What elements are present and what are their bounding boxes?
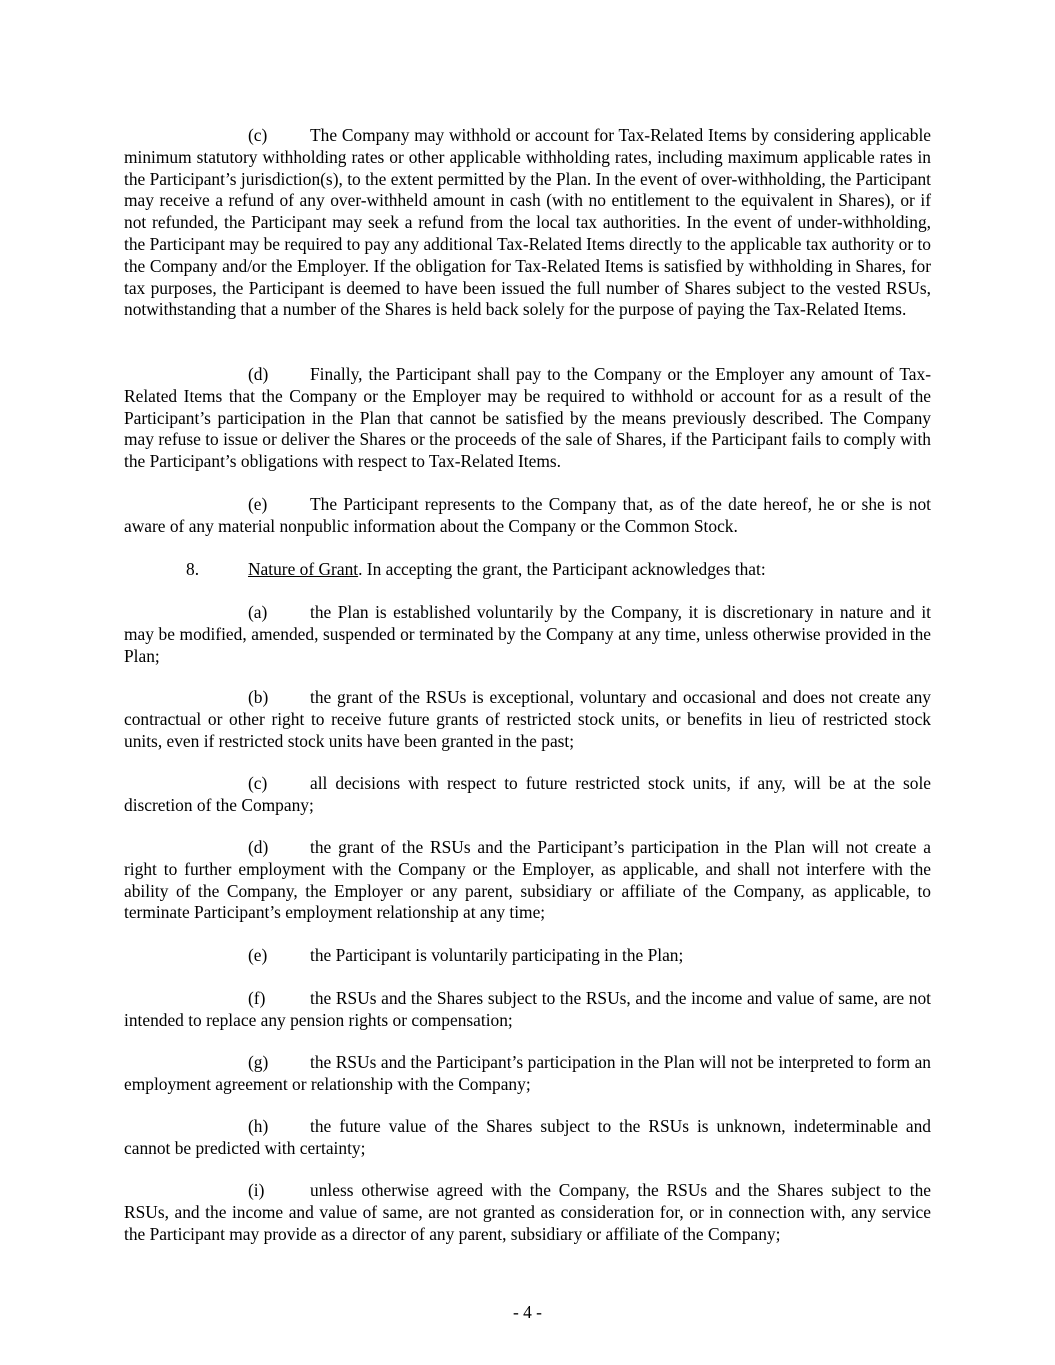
paragraph-d <box>124 364 931 473</box>
list-item-f <box>124 988 931 1032</box>
list-item-label: (e) <box>248 945 268 965</box>
list-item-h <box>124 1116 931 1160</box>
list-item-e <box>124 945 931 967</box>
list-item-label: (d) <box>248 837 269 857</box>
section-8-heading <box>124 559 931 581</box>
page-number: - 4 - <box>513 1302 542 1322</box>
list-item-label: (a) <box>248 602 268 622</box>
list-item-a <box>124 602 931 667</box>
list-item-label: (h) <box>248 1116 269 1136</box>
paragraph-c <box>124 125 931 321</box>
paragraph-text: Finally, the Participant shall pay to the Company or the Employer any amount of Tax-Related Items that the Company or the Employer may be required to withhold or account for as a result of the Participant’s participation in the Plan that cannot be satisfied by the means previously described. The Company may refuse to issue or deliver the Shares or the proceeds of the sale of Shares, if the Participant fails to comply with the Participant’s obligations with respect to Tax-Related Items. <box>124 364 931 472</box>
paragraph-text: The Company may withhold or account for Tax-Related Items by considering applicable minimum statutory withholding rates or other applicable withholding rates, including maximum applicable rates in the Participant’s jurisdiction(s), to the extent permitted by the Plan. In the event of over-withholding, the Participant may receive a refund of any over-withheld amount in cash (with no entitlement to the equivalent in Shares), or if not refunded, the Participant may seek a refund from the local tax authorities. In the event of under-withholding, the Participant may be required to pay any additional Tax-Related Items directly to the applicable tax authority or to the Company and/or the Employer. If the obligation for Tax-Related Items is satisfied by withholding in Shares, for tax purposes, the Participant is deemed to have been issued the full number of Shares subject to the vested RSUs, notwithstanding that a number of the Shares is held back solely for the purpose of paying the Tax-Related Items. <box>124 125 931 320</box>
list-item-text: unless otherwise agreed with the Company, the RSUs and the Shares subject to the RSUs, and the income and value of same, are not granted as consideration for, or in connection with, any service the Participant may provide as a director of any parent, subsidiary or affiliate of the Company; <box>124 1180 931 1244</box>
list-item-text: the grant of the RSUs and the Participant’s participation in the Plan will not create a right to further employment with the Company or the Employer, as applicable, and shall not interfere with the ability of the Company, the Employer or any parent, subsidiary or affiliate of the Company, as applicable, to terminate Participant’s employment relationship at any time; <box>124 837 931 923</box>
list-item-c <box>124 773 931 817</box>
list-item-text: the RSUs and the Shares subject to the RSUs, and the income and value of same, are not intended to replace any pension rights or compensation; <box>124 988 931 1030</box>
paragraph-label: (c) <box>248 125 268 145</box>
section-number: 8. <box>186 559 200 579</box>
list-item-g <box>124 1052 931 1096</box>
list-item-d <box>124 837 931 924</box>
section-title: Nature of Grant <box>248 559 359 579</box>
list-item-text: the grant of the RSUs is exceptional, voluntary and occasional and does not create any contractual or other right to receive future grants of restricted stock units, or benefits in lieu of restricted stock units, even if restricted stock units have been granted in the past; <box>124 687 931 751</box>
list-item-label: (g) <box>248 1052 269 1072</box>
section-intro-text: . In accepting the grant, the Participant acknowledges that: <box>358 559 766 579</box>
list-item-label: (i) <box>248 1180 265 1200</box>
list-item-text: the future value of the Shares subject to the RSUs is unknown, indeterminable and cannot be predicted with certainty; <box>124 1116 931 1158</box>
list-item-text: all decisions with respect to future restricted stock units, if any, will be at the sole discretion of the Company; <box>124 773 931 815</box>
list-item-text: the RSUs and the Participant’s participation in the Plan will not be interpreted to form an employment agreement or relationship with the Company; <box>124 1052 931 1094</box>
list-item-b <box>124 687 931 752</box>
paragraph-label: (d) <box>248 364 269 384</box>
list-item-i <box>124 1180 931 1245</box>
list-item-label: (f) <box>248 988 266 1008</box>
paragraph-e <box>124 494 931 538</box>
paragraph-text: The Participant represents to the Company that, as of the date hereof, he or she is not aware of any material nonpublic information about the Company or the Common Stock. <box>124 494 931 536</box>
list-item-label: (c) <box>248 773 268 793</box>
list-item-label: (b) <box>248 687 269 707</box>
list-item-text: the Plan is established voluntarily by the Company, it is discretionary in nature and it may be modified, amended, suspended or terminated by the Company at any time, unless otherwise provided in the Plan; <box>124 602 931 666</box>
paragraph-label: (e) <box>248 494 268 514</box>
list-item-text: the Participant is voluntarily participating in the Plan; <box>310 945 684 965</box>
